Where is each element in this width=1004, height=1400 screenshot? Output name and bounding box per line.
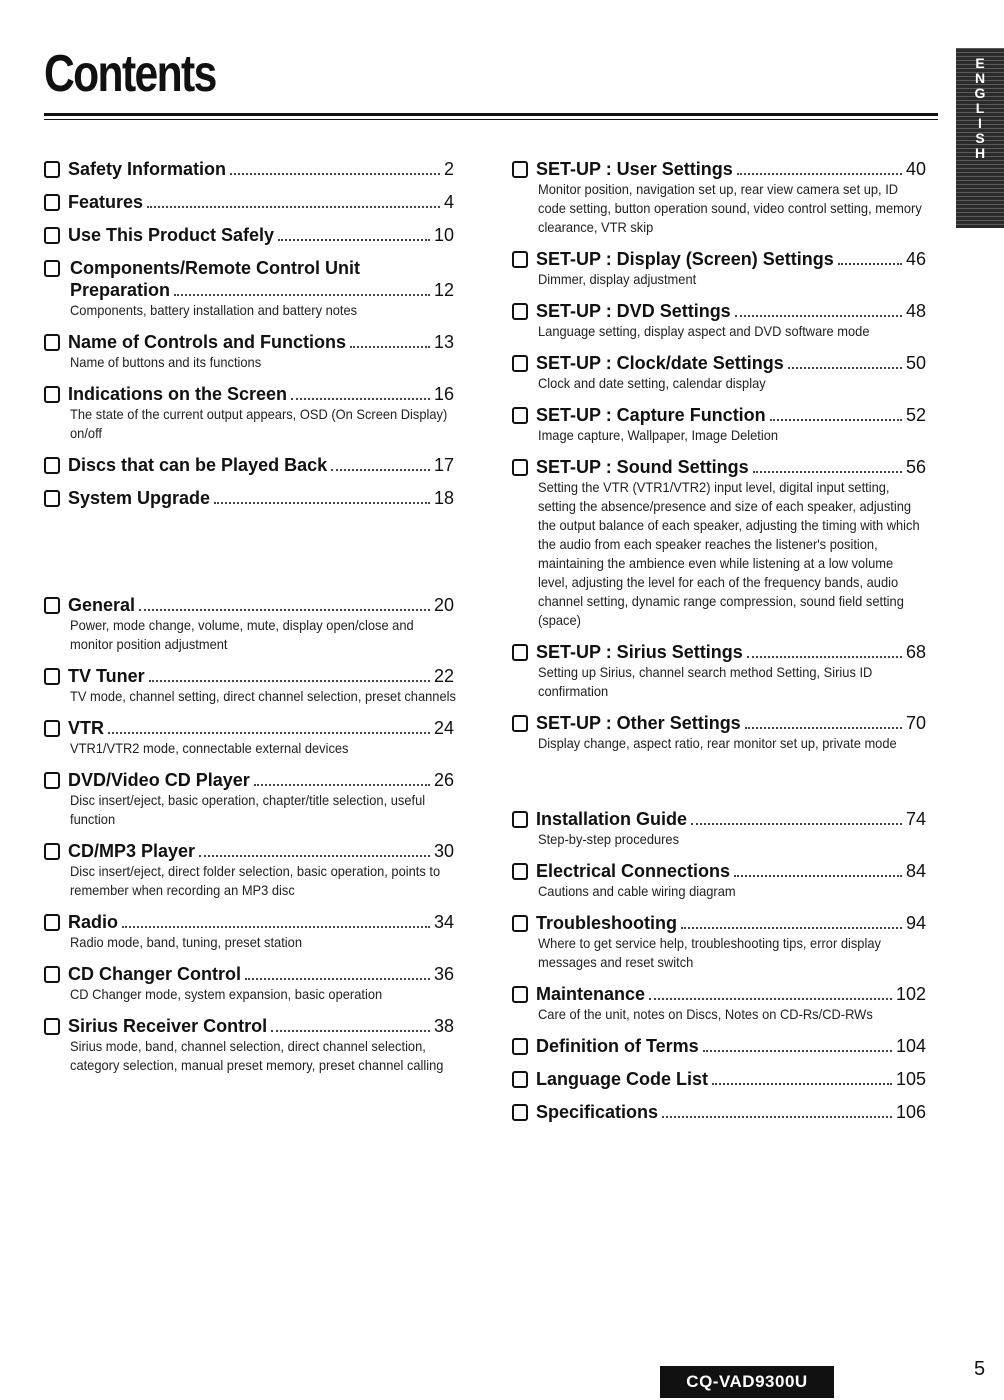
toc-entry-title: Features — [68, 192, 144, 212]
toc-entry-heading — [44, 911, 454, 933]
toc-entry-heading — [44, 191, 454, 213]
toc-entry-description: VTR1/VTR2 mode, connectable external devices — [70, 740, 349, 756]
toc-entry-title: Installation Guide — [536, 809, 688, 829]
toc-entry-page: 36 — [433, 964, 454, 984]
toc-entry-title: Name of Controls and Functions — [68, 332, 347, 352]
toc-entry-heading — [44, 840, 454, 862]
toc-entry[interactable] — [512, 641, 926, 701]
language-tab-label: E N G L I S H — [974, 55, 986, 161]
toc-entry-description: Radio mode, band, tuning, preset station — [70, 934, 302, 950]
toc-entry-description: Dimmer, display adjustment — [538, 271, 697, 287]
toc-entry-page: 106 — [895, 1102, 926, 1122]
leader-dots — [350, 346, 430, 348]
toc-entry-heading — [44, 487, 454, 509]
checkbox-icon — [44, 334, 60, 351]
page-title: Contents — [44, 45, 216, 103]
checkbox-icon — [44, 966, 60, 983]
toc-entry-description: Setting the VTR (VTR1/VTR2) input level, digital input setting, setting the absence/presence and size of each speaker, adjusting the output balance of each speaker, adjusting the timing with which the audio from each speaker reaches the listener's position, maintaining the ambience even while listening at a low volume level, adjusting the level for each of the frequency bands, audio channel setting, dynamic range compression, sound field setting (space) — [538, 479, 920, 628]
contents-left-column — [44, 158, 454, 1086]
toc-entry-page: 94 — [905, 913, 926, 933]
toc-entry-heading — [512, 983, 926, 1005]
toc-entry[interactable] — [44, 158, 454, 180]
toc-entry-title: Definition of Terms — [536, 1036, 699, 1056]
toc-entry-page: 68 — [905, 642, 926, 662]
toc-entry[interactable] — [44, 191, 454, 213]
toc-entry[interactable] — [44, 224, 454, 246]
toc-entry-title: SET-UP : Sound Settings — [536, 457, 749, 477]
toc-entry-page: 52 — [905, 405, 926, 425]
toc-entry-description: Disc insert/eject, direct folder selection, basic operation, points to remember when recording an MP3 disc — [70, 863, 441, 898]
checkbox-icon — [512, 251, 528, 268]
language-tab — [956, 48, 1004, 228]
toc-entry-page: 46 — [905, 249, 926, 269]
toc-entry-title: Specifications — [536, 1102, 659, 1122]
leader-dots — [122, 926, 430, 928]
leader-dots — [649, 998, 892, 1000]
toc-entry[interactable] — [512, 808, 926, 849]
toc-entry-description: Display change, aspect ratio, rear monitor set up, private mode — [538, 735, 897, 751]
toc-entry-title: SET-UP : Capture Function — [536, 405, 766, 425]
leader-dots — [199, 855, 430, 857]
checkbox-icon — [44, 843, 60, 860]
checkbox-icon — [512, 863, 528, 880]
toc-entry-heading — [44, 963, 454, 985]
toc-entry-title: Sirius Receiver Control — [68, 1016, 268, 1036]
toc-entry-heading — [44, 158, 454, 180]
toc-entry-title: Indications on the Screen — [68, 384, 288, 404]
toc-entry-title: VTR — [68, 718, 104, 738]
toc-entry[interactable] — [44, 840, 454, 900]
toc-entry-title: Radio — [68, 912, 119, 932]
checkbox-icon — [512, 811, 528, 828]
toc-entry-description: Setting up Sirius, channel search method Setting, Sirius ID confirmation — [538, 664, 873, 699]
model-badge: CQ-VAD9300U — [660, 1366, 834, 1398]
toc-entry-page: 10 — [433, 225, 454, 245]
toc-entry-heading — [44, 454, 454, 476]
toc-entry-page: 84 — [905, 861, 926, 881]
toc-entry-heading — [512, 1101, 926, 1123]
toc-entry-description: Clock and date setting, calendar display — [538, 375, 766, 391]
leader-dots — [745, 727, 902, 729]
toc-entry-page: 105 — [895, 1069, 926, 1089]
toc-entry-title: SET-UP : User Settings — [536, 159, 733, 179]
leader-dots — [735, 315, 902, 317]
toc-entry-title: SET-UP : DVD Settings — [536, 301, 731, 321]
toc-entry[interactable] — [44, 665, 454, 706]
toc-entry-description: Step-by-step procedures — [538, 831, 680, 847]
toc-entry[interactable] — [512, 860, 926, 901]
leader-dots — [662, 1116, 892, 1118]
leader-dots — [230, 173, 440, 175]
leader-dots — [703, 1050, 892, 1052]
leader-dots — [254, 784, 430, 786]
toc-entry-title: Electrical Connections — [536, 861, 731, 881]
toc-entry-page: 13 — [433, 332, 454, 352]
toc-entry[interactable] — [512, 300, 926, 341]
toc-entry-title-line1: Components/Remote Control Unit — [44, 257, 454, 279]
toc-entry[interactable] — [512, 1101, 926, 1123]
toc-entry-title: System Upgrade — [68, 488, 211, 508]
toc-entry[interactable] — [44, 383, 454, 443]
toc-entry[interactable] — [44, 257, 454, 320]
toc-entry[interactable] — [44, 487, 454, 509]
toc-entry[interactable] — [512, 158, 926, 237]
leader-dots — [737, 173, 902, 175]
toc-entry-heading — [44, 383, 454, 405]
toc-entry-page: 34 — [433, 912, 454, 932]
checkbox-icon — [44, 720, 60, 737]
toc-entry-description: Name of buttons and its functions — [70, 354, 262, 370]
checkbox-icon — [44, 914, 60, 931]
toc-entry-page: 56 — [905, 457, 926, 477]
toc-entry-description: Monitor position, navigation set up, rear view camera set up, ID code setting, button operation sound, video control setting, memory clearance, VTR skip — [538, 181, 922, 235]
toc-entry-title: Safety Information — [68, 159, 227, 179]
checkbox-icon — [44, 161, 60, 178]
toc-entry-heading — [44, 331, 454, 353]
toc-entry-heading — [512, 912, 926, 934]
section-gap — [44, 520, 454, 594]
toc-entry-title: Discs that can be Played Back — [68, 455, 328, 475]
toc-entry-page: 22 — [433, 666, 454, 686]
checkbox-icon — [44, 260, 60, 277]
toc-entry-page: 38 — [433, 1016, 454, 1036]
toc-entry-heading — [512, 352, 926, 374]
title-rule — [44, 113, 938, 116]
toc-entry-heading — [512, 1035, 926, 1057]
toc-entry-page: 74 — [905, 809, 926, 829]
toc-entry-title: SET-UP : Display (Screen) Settings — [536, 249, 834, 269]
title-rule-thin — [44, 119, 938, 120]
leader-dots — [770, 419, 902, 421]
toc-entry-title: SET-UP : Clock/date Settings — [536, 353, 784, 373]
section-gap — [512, 764, 926, 808]
toc-entry-page: 17 — [433, 455, 454, 475]
leader-dots — [681, 927, 902, 929]
toc-entry-page: 16 — [433, 384, 454, 404]
leader-dots — [734, 875, 902, 877]
toc-entry-heading — [512, 456, 926, 478]
toc-entry-title: Preparation — [70, 280, 171, 300]
toc-entry-page: 4 — [443, 192, 454, 212]
leader-dots — [331, 469, 430, 471]
toc-entry[interactable] — [44, 717, 454, 758]
toc-entry[interactable] — [512, 1035, 926, 1057]
toc-entry-heading — [512, 300, 926, 322]
toc-entry-description: Language setting, display aspect and DVD software mode — [538, 323, 870, 339]
leader-dots — [291, 398, 430, 400]
toc-entry-description: Care of the unit, notes on Discs, Notes on CD-Rs/CD-RWs — [538, 1006, 873, 1022]
toc-entry-page: 12 — [433, 280, 454, 300]
checkbox-icon — [512, 303, 528, 320]
leader-dots — [108, 732, 430, 734]
toc-entry-title: Use This Product Safely — [68, 225, 275, 245]
toc-entry-description: The state of the current output appears, OSD (On Screen Display) on/off — [70, 406, 448, 441]
leader-dots — [214, 502, 430, 504]
checkbox-icon — [512, 407, 528, 424]
toc-entry-page: 30 — [433, 841, 454, 861]
toc-entry-heading — [44, 1015, 454, 1037]
checkbox-icon — [512, 1104, 528, 1121]
checkbox-icon — [44, 772, 60, 789]
toc-entry-title: TV Tuner — [68, 666, 145, 686]
checkbox-icon — [44, 1018, 60, 1035]
toc-entry-page: 26 — [433, 770, 454, 790]
leader-dots — [788, 367, 902, 369]
checkbox-icon — [44, 668, 60, 685]
toc-entry-title: Troubleshooting — [536, 913, 677, 933]
toc-entry-description: TV mode, channel setting, direct channel selection, preset channels — [70, 688, 456, 704]
checkbox-icon — [44, 194, 60, 211]
toc-entry-description: Where to get service help, troubleshooting tips, error display messages and reset switch — [538, 935, 881, 970]
toc-entry-heading — [512, 158, 926, 180]
checkbox-icon — [512, 715, 528, 732]
toc-entry[interactable] — [512, 456, 926, 630]
toc-entry-description: Power, mode change, volume, mute, display open/close and monitor position adjustment — [70, 617, 414, 652]
toc-entry[interactable] — [512, 983, 926, 1024]
leader-dots — [278, 239, 430, 241]
toc-entry-heading — [44, 665, 454, 687]
checkbox-icon — [512, 644, 528, 661]
leader-dots — [271, 1030, 430, 1032]
toc-entry-heading — [512, 860, 926, 882]
checkbox-icon — [512, 161, 528, 178]
toc-entry-page: 48 — [905, 301, 926, 321]
checkbox-icon — [44, 227, 60, 244]
page-number: 5 — [974, 1358, 986, 1380]
toc-entry-heading — [512, 1068, 926, 1090]
toc-entry-description: Components, battery installation and battery notes — [70, 302, 358, 318]
toc-entry-title: SET-UP : Sirius Settings — [536, 642, 743, 662]
toc-entry[interactable] — [44, 331, 454, 372]
toc-entry-page: 50 — [905, 353, 926, 373]
toc-entry[interactable] — [512, 404, 926, 445]
toc-entry[interactable] — [512, 248, 926, 289]
checkbox-icon — [512, 1071, 528, 1088]
toc-entry-heading — [44, 717, 454, 739]
toc-entry-heading — [512, 712, 926, 734]
toc-entry-title: General — [68, 595, 136, 615]
toc-entry-heading — [44, 594, 454, 616]
toc-entry-page: 40 — [905, 159, 926, 179]
toc-entry[interactable] — [512, 712, 926, 753]
toc-entry-page: 104 — [895, 1036, 926, 1056]
toc-entry-heading — [512, 641, 926, 663]
leader-dots — [139, 609, 430, 611]
toc-entry-heading — [44, 769, 454, 791]
toc-entry-heading — [44, 224, 454, 246]
toc-entry-page: 20 — [433, 595, 454, 615]
toc-entry[interactable] — [512, 352, 926, 393]
toc-entry-page: 2 — [443, 159, 454, 179]
leader-dots — [149, 680, 430, 682]
leader-dots — [147, 206, 440, 208]
toc-entry-title: SET-UP : Other Settings — [536, 713, 741, 733]
toc-entry-heading — [512, 404, 926, 426]
toc-entry[interactable] — [44, 1015, 454, 1075]
contents-right-column — [512, 158, 926, 1134]
toc-entry-description: Sirius mode, band, channel selection, direct channel selection, category selection, manual preset memory, preset channel calling — [70, 1038, 444, 1073]
toc-entry[interactable] — [44, 963, 454, 1004]
toc-entry-heading — [512, 808, 926, 830]
toc-entry-page: 18 — [433, 488, 454, 508]
checkbox-icon — [44, 457, 60, 474]
checkbox-icon — [512, 355, 528, 372]
leader-dots — [691, 823, 902, 825]
leader-dots — [174, 294, 430, 296]
leader-dots — [245, 978, 430, 980]
checkbox-icon — [512, 986, 528, 1003]
leader-dots — [747, 656, 902, 658]
leader-dots — [712, 1083, 892, 1085]
toc-entry-page: 24 — [433, 718, 454, 738]
checkbox-icon — [512, 459, 528, 476]
toc-entry[interactable] — [44, 454, 454, 476]
leader-dots — [753, 471, 902, 473]
checkbox-icon — [44, 386, 60, 403]
toc-entry-title: DVD/Video CD Player — [68, 770, 250, 790]
toc-entry[interactable] — [512, 912, 926, 972]
toc-entry-description: Cautions and cable wiring diagram — [538, 883, 736, 899]
toc-entry-page: 102 — [895, 984, 926, 1004]
toc-entry-description: Image capture, Wallpaper, Image Deletion — [538, 427, 779, 443]
toc-entry[interactable] — [44, 769, 454, 829]
toc-entry-heading — [512, 248, 926, 270]
checkbox-icon — [512, 1038, 528, 1055]
leader-dots — [838, 263, 902, 265]
toc-entry-page: 70 — [905, 713, 926, 733]
checkbox-icon — [512, 915, 528, 932]
checkbox-icon — [44, 597, 60, 614]
toc-entry-title: CD/MP3 Player — [68, 841, 196, 861]
toc-entry[interactable] — [44, 911, 454, 952]
toc-entry[interactable] — [44, 594, 454, 654]
toc-entry-title: CD Changer Control — [68, 964, 241, 984]
toc-entry-description: Disc insert/eject, basic operation, chapter/title selection, useful function — [70, 792, 426, 827]
toc-entry-heading — [44, 279, 454, 301]
toc-entry[interactable] — [512, 1068, 926, 1090]
toc-entry-title: Maintenance — [536, 984, 646, 1004]
checkbox-icon — [44, 490, 60, 507]
toc-entry-title: Language Code List — [536, 1069, 709, 1089]
toc-entry-description: CD Changer mode, system expansion, basic operation — [70, 986, 383, 1002]
